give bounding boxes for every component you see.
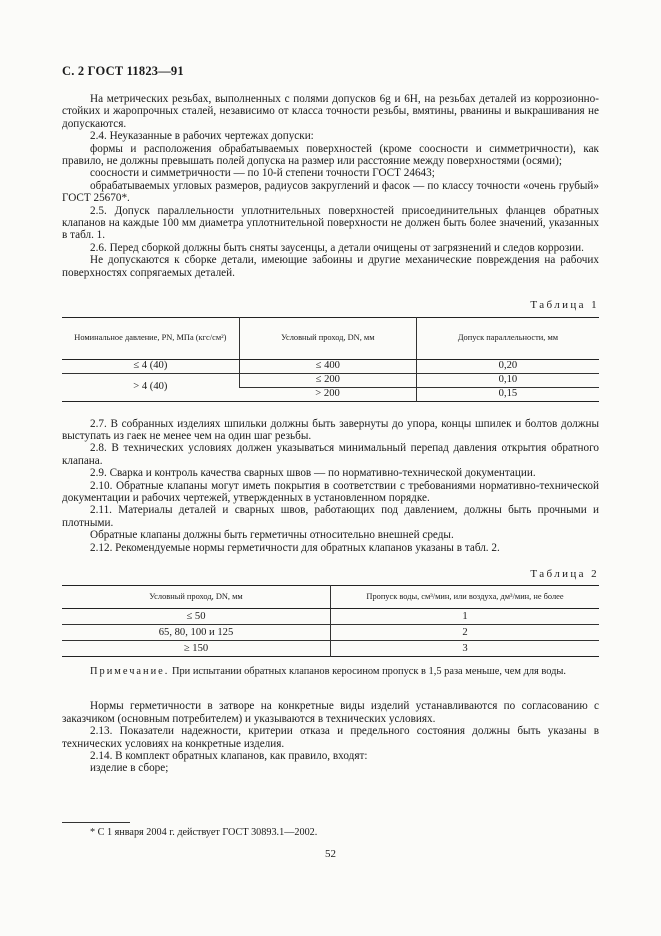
paragraph: 2.7. В собранных изделиях шпильки должны быть завернуты до упора, концы шпилек и болтов должны выступать из гаек не менее чем на один шаг резьбы. — [62, 417, 599, 442]
paragraph: изделие в сборе; — [90, 762, 169, 775]
table1-header-pressure: Номинальное давление, PN, МПа (кгс/см²) — [62, 317, 239, 359]
paragraph: 2.5. Допуск параллельности уплотнительных поверхностей присоединительных фланцев обратных клапанов на каждые 100 мм диаметра уплотнительной поверхности не должен быть более значений, указанных в табл. 1. — [62, 204, 599, 242]
paragraph: обрабатываемых угловых размеров, радиусов закруглений и фасок — по классу точности «очень грубый» ГОСТ 25670*. — [62, 179, 599, 205]
paragraph: 2.8. В технических условиях должен указываться минимальный перепад давления открытия обратного клапана. — [62, 442, 599, 467]
table1-cell-tolerance: 0,15 — [416, 387, 599, 401]
footnote-rule — [62, 822, 130, 823]
table1-header-tolerance: Допуск параллельности, мм — [416, 317, 599, 359]
paragraph: Нормы герметичности в затворе на конкретные виды изделий устанавливаются по согласованию с заказчиком (основным потребителем) и указываются в технических условиях. — [62, 700, 599, 725]
note-text: При испытании обратных клапанов керосином пропуск в 1,5 раза меньше, чем для воды. — [171, 666, 567, 678]
page-number: 52 — [325, 848, 336, 860]
table1-cell-pressure: ≤ 4 (40) — [133, 359, 168, 371]
paragraph: 2.10. Обратные клапаны могут иметь покрытия в соответствии с требованиями нормативно-технической документации и рабочих чертежей, утвержденных в установленном порядке. — [62, 479, 599, 504]
table1-cell-dn: ≤ 200 — [239, 373, 416, 387]
table1-cell-dn: ≤ 400 — [239, 359, 416, 373]
table-row — [62, 609, 599, 625]
paragraph: 2.9. Сварка и контроль качества сварных швов — по нормативно-технической документации. — [90, 467, 536, 480]
table1-caption: Таблица 1 — [530, 299, 599, 312]
table-row — [62, 373, 599, 387]
paragraph: Не допускаются к сборке детали, имеющие забоины и другие механические повреждения на рабочих поверхностях сопрягаемых деталей. — [62, 254, 599, 279]
paragraph: 2.4. Неуказанные в рабочих чертежах допуски: — [90, 130, 314, 143]
table2-cell-value: 2 — [331, 625, 600, 641]
table1 — [62, 317, 599, 402]
table-row — [62, 641, 599, 657]
table2-caption: Таблица 2 — [530, 567, 599, 580]
table2-header-leakage: Пропуск воды, см³/мин, или воздуха, дм³/мин, не более — [331, 586, 600, 609]
table1-cell-pressure: > 4 (40) — [62, 373, 239, 401]
paragraph: 2.13. Показатели надежности, критерии отказа и предельного состояния должны быть указаны в технических условиях на конкретные изделия. — [62, 725, 599, 750]
paragraph: формы и расположения обрабатываемых поверхностей (кроме соосности и симметричности), как правило, не должны превышать полей допуска на размер или расстояние между поверхностями (осями); — [62, 142, 599, 168]
table1-header-dn: Условный проход, DN, мм — [239, 317, 416, 359]
table1-cell-tolerance: 0,10 — [416, 373, 599, 387]
paragraph: 2.6. Перед сборкой должны быть сняты заусенцы, а детали очищены от загрязнений и следов коррозии. — [90, 241, 584, 254]
table1-cell-tolerance: 0,20 — [416, 359, 599, 373]
paragraph: соосности и симметричности — по 10-й степени точности ГОСТ 24643; — [90, 167, 435, 180]
paragraph: 2.11. Материалы деталей и сварных швов, работающих под давлением, должны быть прочными и плотными. — [62, 504, 599, 529]
note-label: Примечание. — [90, 666, 170, 678]
table2 — [62, 585, 599, 657]
paragraph: Обратные клапаны должны быть герметичны относительно внешней среды. — [90, 529, 454, 542]
table1-cell-dn: > 200 — [239, 387, 416, 401]
table2-note — [62, 666, 599, 678]
table2-cell-dn: ≤ 50 — [62, 609, 331, 625]
page-header: С. 2 ГОСТ 11823—91 — [62, 64, 184, 78]
table2-cell-value: 3 — [331, 641, 600, 657]
body-text — [62, 93, 599, 775]
paragraph: 2.12. Рекомендуемые нормы герметичности для обратных клапанов указаны в табл. 2. — [90, 541, 500, 554]
paragraph: 2.14. В комплект обратных клапанов, как правило, входят: — [90, 750, 368, 762]
footnote: * С 1 января 2004 г. действует ГОСТ 30893.1—2002. — [90, 827, 318, 838]
table-row — [62, 625, 599, 641]
table2-cell-dn: 65, 80, 100 и 125 — [62, 625, 331, 641]
table2-cell-value: 1 — [331, 609, 600, 625]
table-row — [62, 359, 599, 373]
table2-cell-dn: ≥ 150 — [62, 641, 331, 657]
paragraph: На метрических резьбах, выполненных с полями допусков 6g и 6H, на резьбах деталей из коррозионно-стойких и жаропрочных сталей, независимо от класса точности резьбы, вмятины, рванины и выкрашивания не допускаются. — [62, 93, 599, 130]
table2-header-dn: Условный проход, DN, мм — [62, 586, 331, 609]
